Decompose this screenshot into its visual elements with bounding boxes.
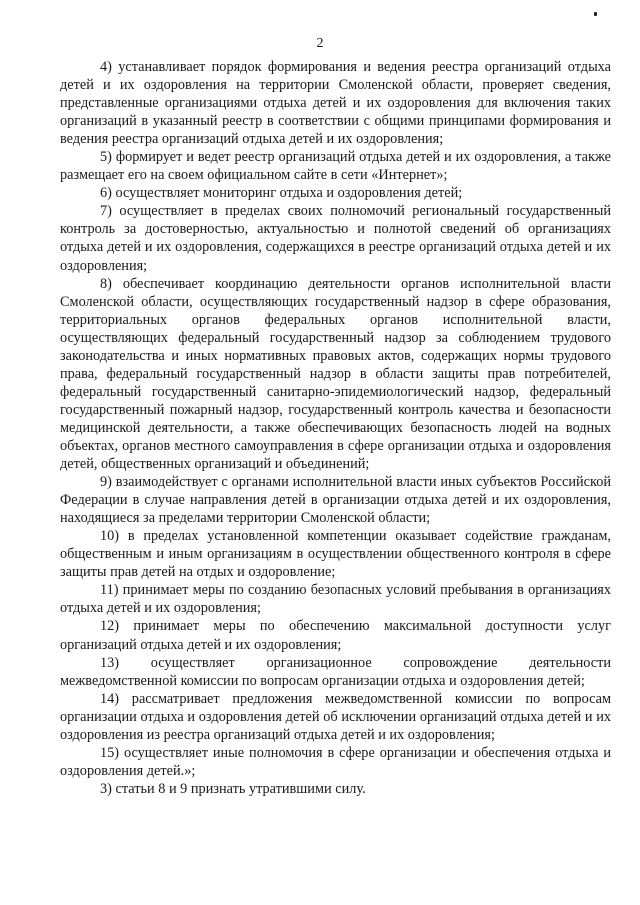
paragraph-item-14: 14) рассматривает предложения межведомственной комиссии по вопросам организации отдыха и оздоровления детей об исключении организаций отдыха детей и их оздоровления из реестра организаций отдыха детей и их оздоровления; [60, 690, 611, 743]
paragraph-amendment-3: 3) статьи 8 и 9 признать утратившими силу. [100, 780, 366, 797]
paragraph-item-12: 12) принимает меры по обеспечению максимальной доступности услуг организаций отдыха детей и их оздоровления; [60, 618, 611, 653]
paragraph-item-15: 15) осуществляет иные полномочия в сфере организации и обеспечения отдыха и оздоровления детей.»; [60, 744, 611, 779]
paragraph-item-10: 10) в пределах установленной компетенции оказывает содействие гражданам, общественным и иным организациям в осуществлении общественного контроля в сфере защиты прав детей на отдых и оздоровление; [60, 528, 611, 581]
scan-mark [594, 12, 597, 16]
document-body [60, 58, 611, 798]
paragraph-item-13: 13) осуществляет организационное сопровождение деятельности межведомственной комиссии по вопросам организации отдыха и оздоровления детей; [60, 654, 611, 689]
paragraph-item-9: 9) взаимодействует с органами исполнительной власти иных субъектов Российской Федерации в случае направления детей в организации отдыха детей и их оздоровления, находящиеся за пределами территории Смоленской области; [60, 474, 611, 527]
paragraph-item-5: 5) формирует и ведет реестр организаций отдыха детей и их оздоровления, а также размещает его на своем официальном сайте в сети «Интернет»; [60, 149, 611, 184]
paragraph-item-4: 4) устанавливает порядок формирования и ведения реестра организаций отдыха детей и их оздоровления на территории Смоленской области, проверяет сведения, представленные организациями отдыха детей и их оздоровления для включения таких организаций в указанный реестр в соответствии с общими принципами формирования и ведения реестра организаций отдыха детей и их оздоровления; [60, 59, 611, 148]
paragraph-item-8: 8) обеспечивает координацию деятельности органов исполнительной власти Смоленской области, осуществляющих государственный надзор в сфере образования, территориальных органов федеральных органов исполнительной власти, осуществляющих федеральный государственный надзор за соблюдением трудового законодательства и иных нормативных правовых актов, содержащих нормы трудового права, федеральный государственный надзор в области защиты прав потребителей, федеральный государственный санитарно-эпидемиологический надзор, федеральный государственный пожарный надзор, государственный контроль качества и безопасности медицинской деятельности, а также обеспечивающих безопасность людей на водных объектах, органов местного самоуправления в сфере организации отдыха и оздоровления детей, общественных организаций и объединений; [60, 275, 611, 473]
paragraph-item-6: 6) осуществляет мониторинг отдыха и оздоровления детей; [100, 185, 463, 202]
page-number: 2 [316, 36, 324, 51]
paragraph-item-11: 11) принимает меры по созданию безопасных условий пребывания в организациях отдыха детей и их оздоровления; [60, 582, 611, 617]
paragraph-item-7: 7) осуществляет в пределах своих полномочий региональный государственный контроль за достоверностью, актуальностью и полнотой сведений об организациях отдыха детей и их оздоровления, содержащихся в реестре организаций отдыха детей и их оздоровления; [60, 203, 611, 274]
